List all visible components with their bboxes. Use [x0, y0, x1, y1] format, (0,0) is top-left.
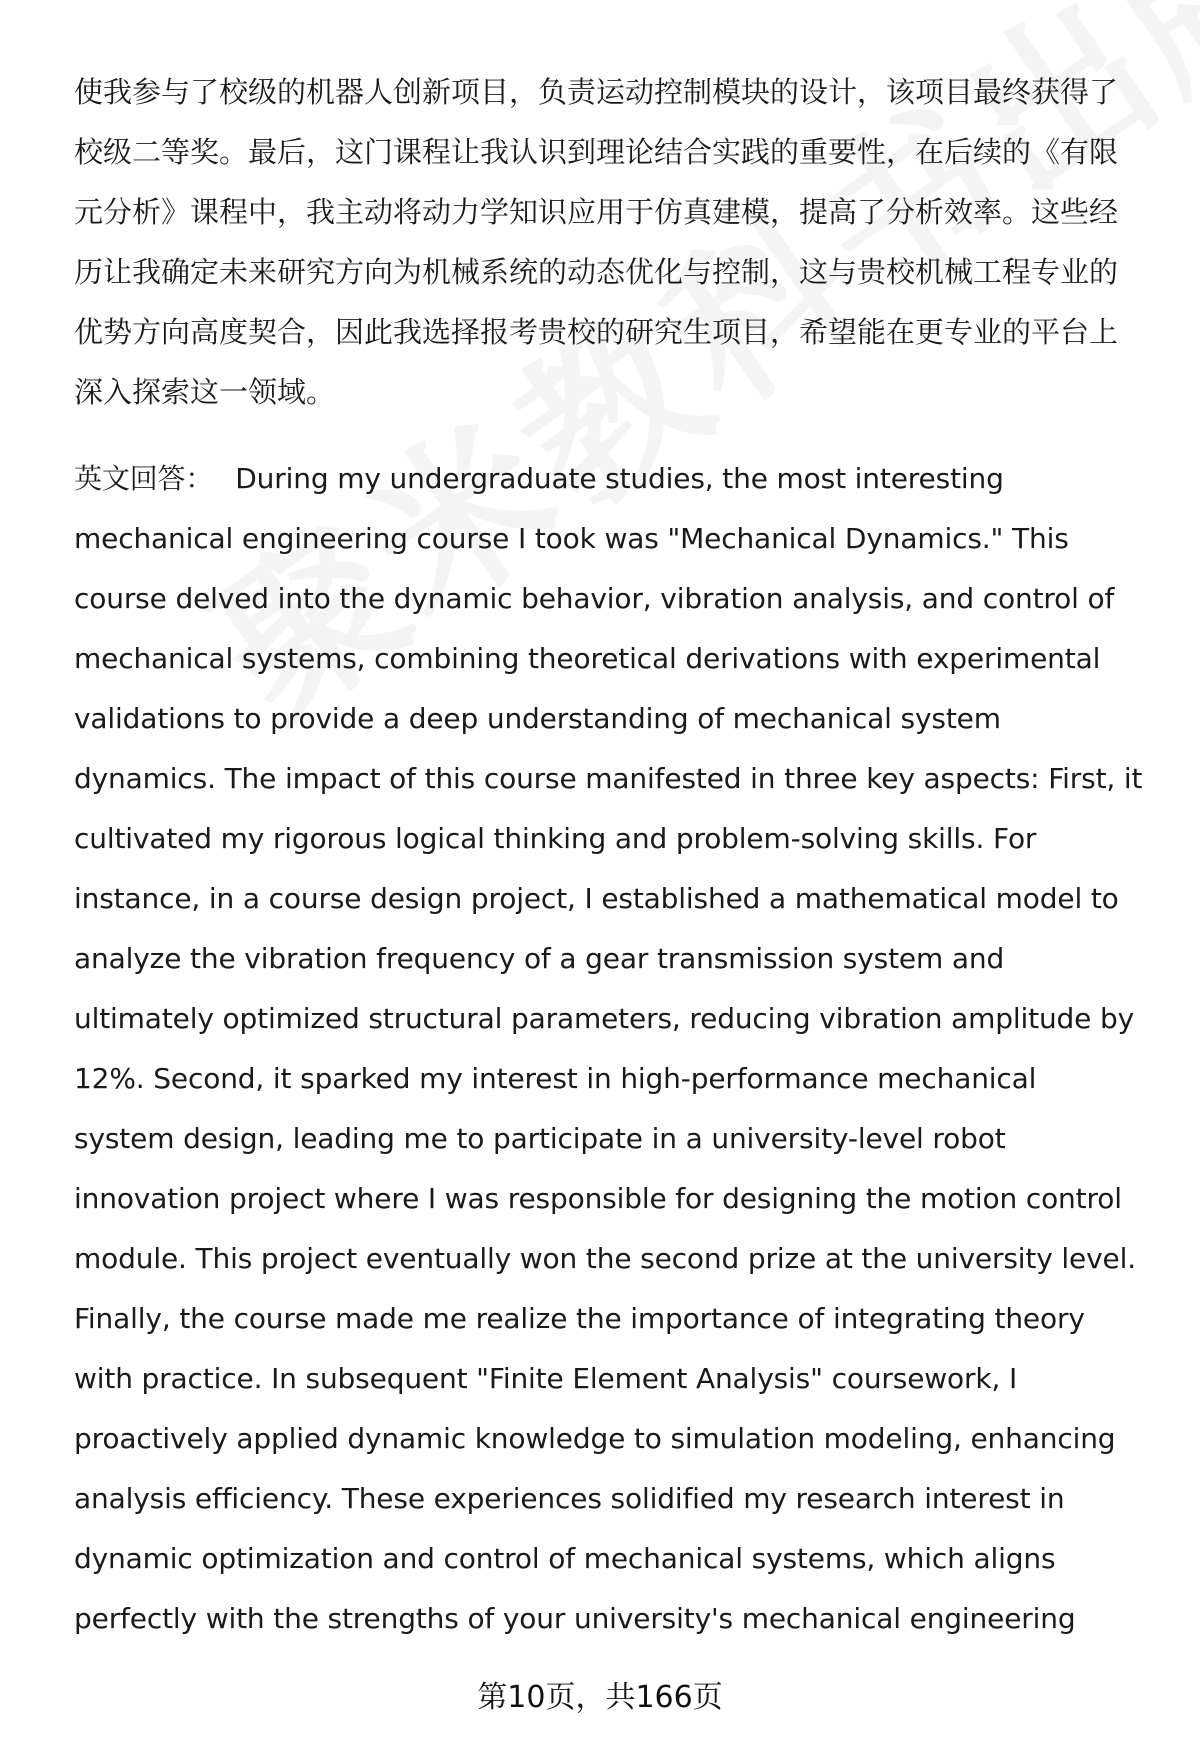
text-line: analysis efficiency. These experiences solidified my research interest in — [74, 1482, 1065, 1515]
text-line: 历让我确定未来研究方向为机械系统的动态优化与控制，这与贵校机械工程专业的 — [74, 255, 1119, 289]
chinese-answer-paragraph — [74, 62, 1164, 422]
text-line: cultivated my rigorous logical thinking and problem-solving skills. For — [74, 822, 1037, 855]
text-line: 优势方向高度契合，因此我选择报考贵校的研究生项目，希望能在更专业的平台上 — [74, 315, 1119, 349]
page-number-footer: 第10页，共166页 — [477, 1680, 723, 1715]
text-line: 12%. Second, it sparked my interest in high-performance mechanical — [74, 1062, 1037, 1095]
text-line: course delved into the dynamic behavior, vibration analysis, and control of — [74, 582, 1115, 615]
text-line: 元分析》课程中，我主动将动力学知识应用于仿真建模，提高了分析效率。这些经 — [74, 195, 1119, 229]
text-line: analyze the vibration frequency of a gear transmission system and — [74, 942, 1005, 975]
english-answer-label: 英文回答： — [74, 462, 214, 495]
text-line: dynamic optimization and control of mechanical systems, which aligns — [74, 1542, 1056, 1575]
text-line: 校级二等奖。最后，这门课程让我认识到理论结合实践的重要性，在后续的《有限 — [74, 135, 1119, 169]
english-answer-paragraph — [74, 449, 1164, 1649]
text-line: ultimately optimized structural parameters, reducing vibration amplitude by — [74, 1002, 1135, 1035]
text-line: 使我参与了校级的机器人创新项目，负责运动控制模块的设计，该项目最终获得了 — [74, 75, 1119, 109]
text-line — [74, 449, 1164, 509]
text-line: Finally, the course made me realize the importance of integrating theory — [74, 1302, 1085, 1335]
text-line: proactively applied dynamic knowledge to simulation modeling, enhancing — [74, 1422, 1116, 1455]
text-line: 深入探索这一领域。 — [74, 375, 336, 409]
text-line: module. This project eventually won the second prize at the university level. — [74, 1242, 1137, 1275]
text-line: mechanical systems, combining theoretical derivations with experimental — [74, 642, 1101, 675]
text-line: mechanical engineering course I took was "Mechanical Dynamics." This — [74, 522, 1069, 555]
text-line-content: During my undergraduate studies, the most interesting — [235, 462, 1004, 495]
text-line: instance, in a course design project, I established a mathematical model to — [74, 882, 1119, 915]
text-line: system design, leading me to participate in a university-level robot — [74, 1122, 1006, 1155]
text-line: with practice. In subsequent "Finite Element Analysis" coursework, I — [74, 1362, 1018, 1395]
text-line: dynamics. The impact of this course manifested in three key aspects: First, it — [74, 762, 1143, 795]
text-line: validations to provide a deep understanding of mechanical system — [74, 702, 1001, 735]
text-line: perfectly with the strengths of your university's mechanical engineering — [74, 1602, 1076, 1635]
text-line: innovation project where I was responsible for designing the motion control — [74, 1182, 1122, 1215]
